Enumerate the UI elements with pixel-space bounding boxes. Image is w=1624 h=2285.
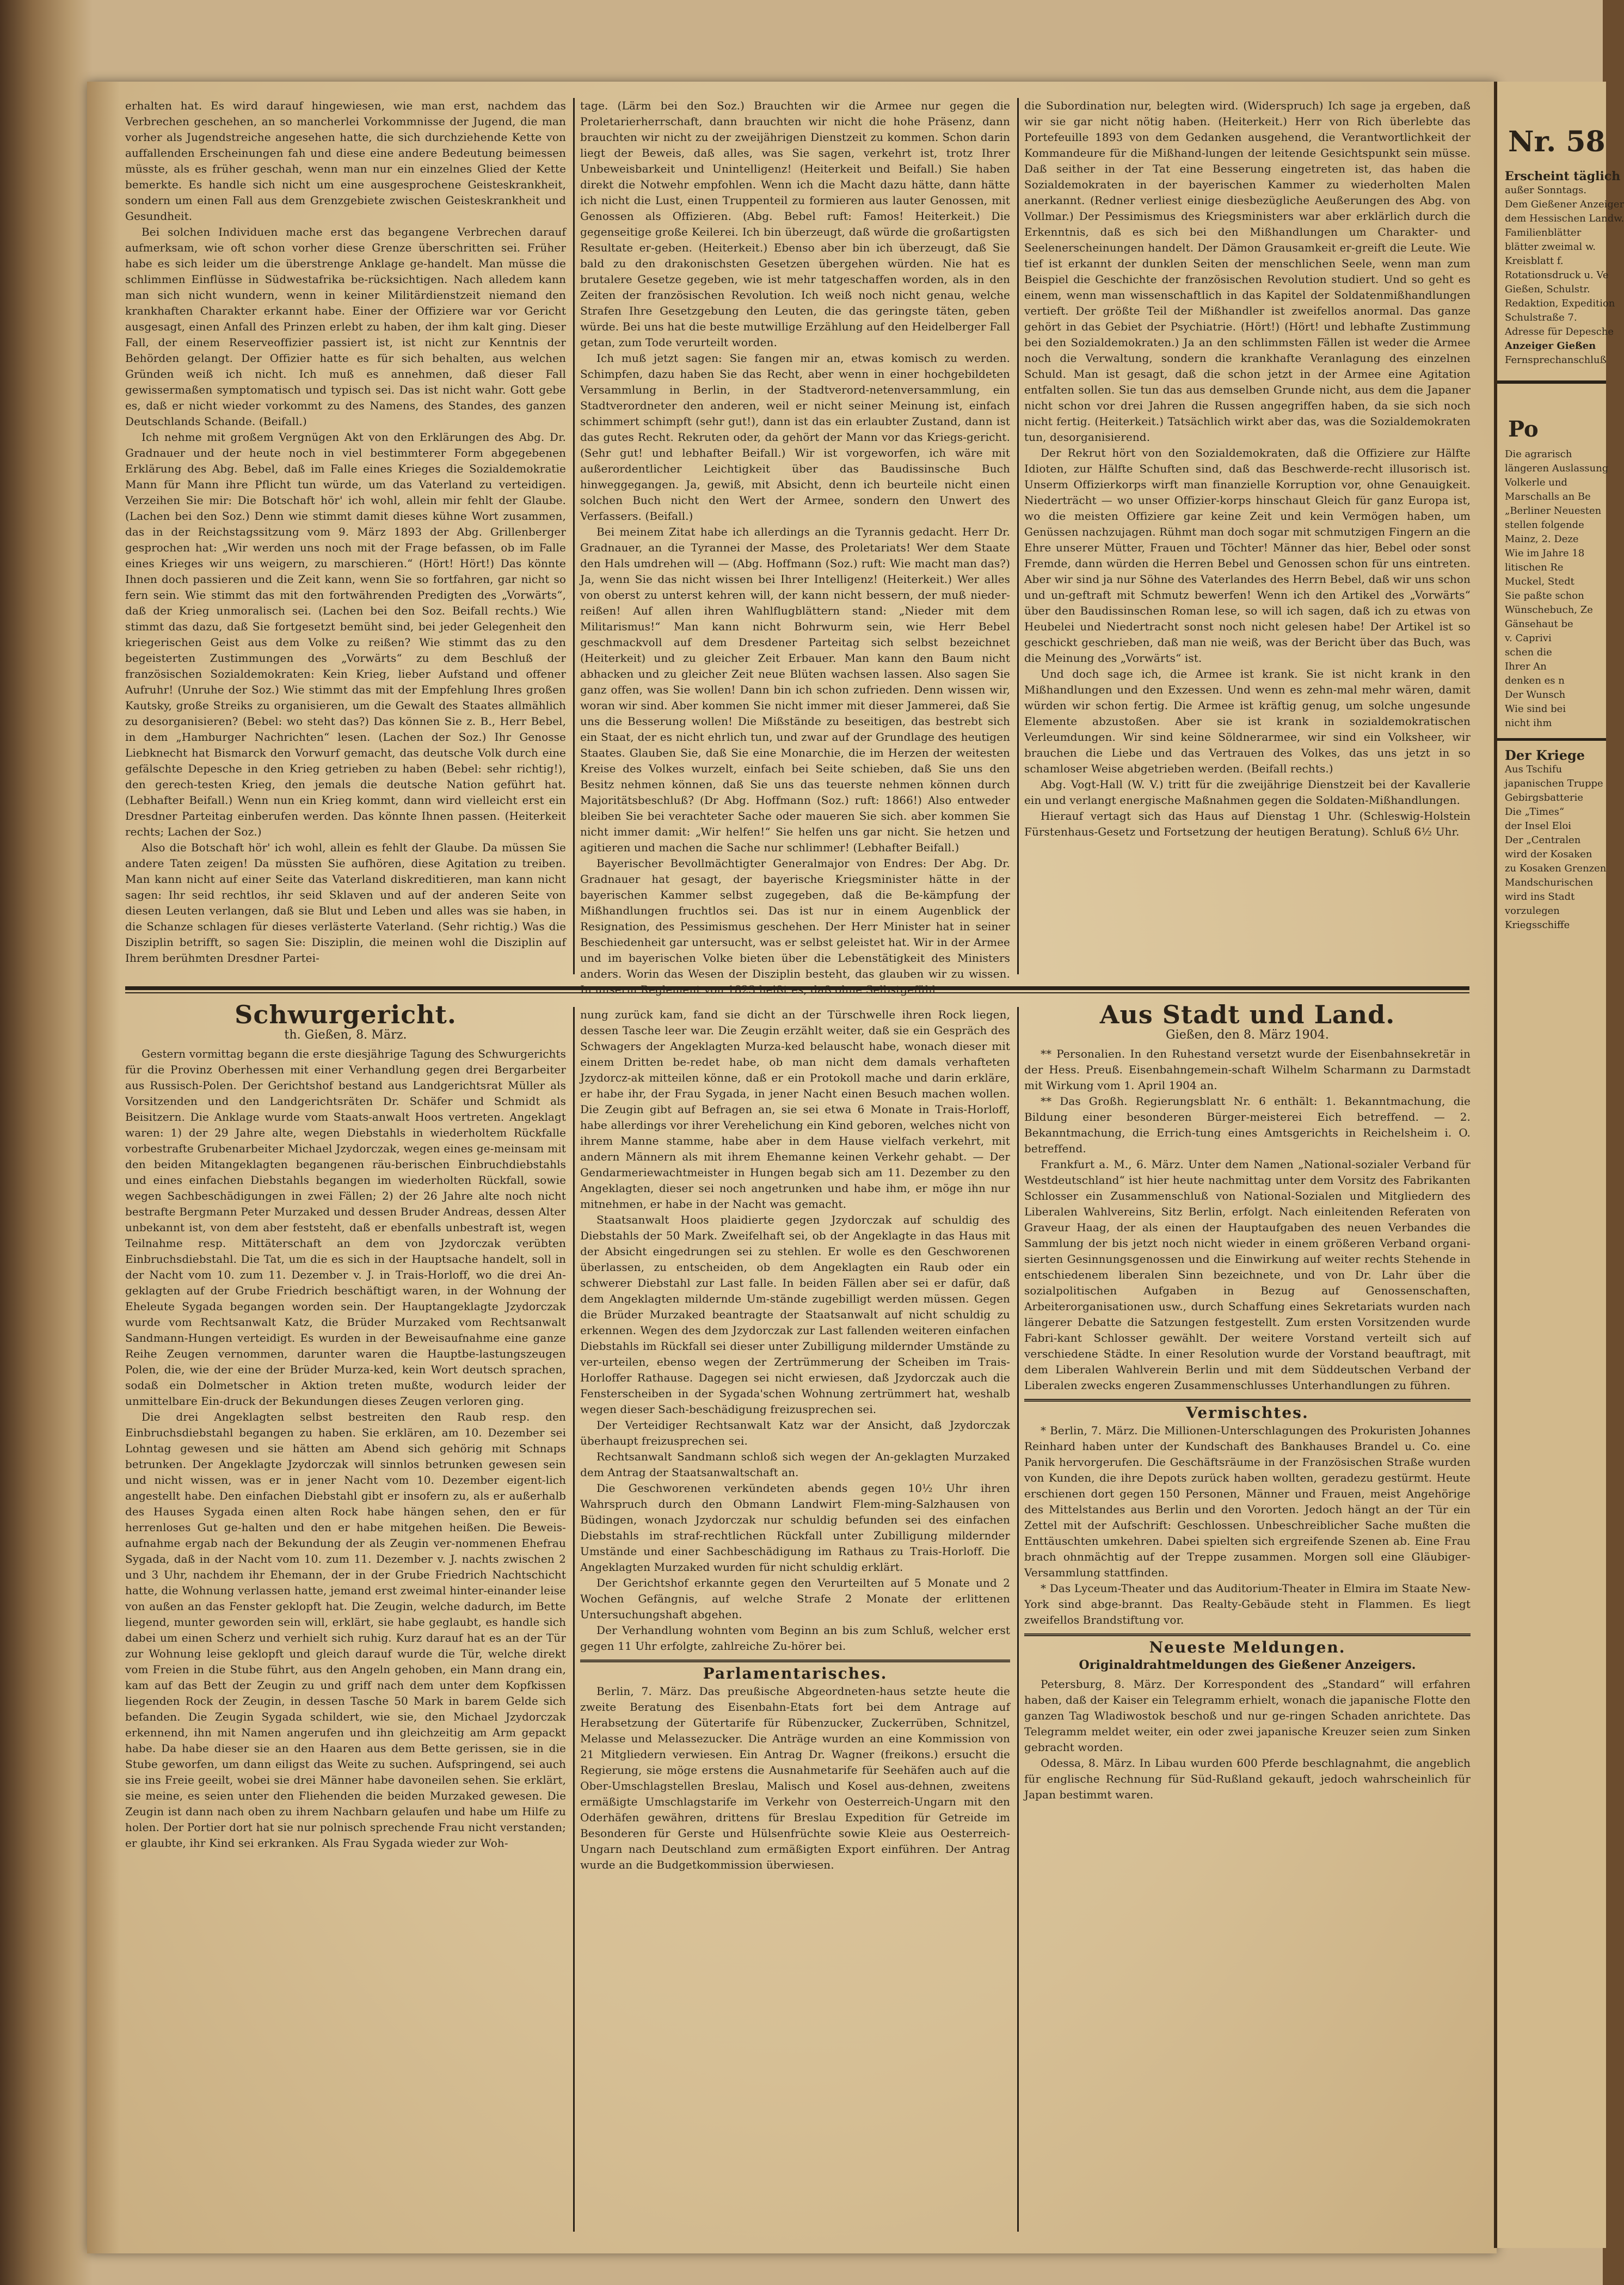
paragraph: die Subordination nur, belegten wird. (Widerspruch) Ich sage ja ergeben, daß wir sie gar nicht nötig haben. (Heiterkeit.) Herr von Rich überlebte das Portefeuille 1893 von dem Gedanken ausgehend, die Verantwortlichkeit der Kommandeure für die Mißhand-lungen der leitende Gesichtspunkt sein müsse. Daß seither in der Tat eine Besserung eingetreten ist, das haben die Sozialdemokraten in der bayerischen Kammer zu wiederholten Malen anerkannt. (Redner verliest einige diesbezügliche Aeußerungen des Abg. von Vollmar.) Der Pessimismus des Kriegsministers war aber erklärlich durch die Erkenntnis, daß es sich bei den Mißhandlungen um Charakter- und Seelenerscheinungen handelt. Der Dämon Grausamkeit er-greift die Leute. Wie tief ist erkannt der dunklen Seiten der menschlichen Seele, wenn man zum Beispiel die Geschichte der französischen Revolution studiert. Und so geht es einem, wenn man wissenschaftlich in das Kapitel der Soldatenmißhandlungen vertieft. Der größte Teil der Mißhandler ist zweifellos anormal. Das ganze gehört in das Gebiet der Psychiatrie. (Hört!) (Hört! und lebhafte Zustimmung bei den Sozialdemokraten.) Ja an den schlimmsten Fällen ist weder die Armee noch die Verwaltung, sondern die krankhafte Veranlagung des einzelnen Schuld. Man ist gesagt, daß die schon jetzt in der Armee eine Agitation entfalten sollen. Sie tun das aus demselben Grunde nicht, aus dem die Japaner nicht schon vor drei Jahren die Russen angegriffen haben, da sie sich noch nicht fertig. (Heiterkeit.) Tatsächlich wirkt aber das, was die Sozialdemokraten tun, desorganisierend.	[1024, 99, 1471, 444]
body-line: Volkerle und	[1505, 477, 1567, 488]
body-line: Sie paßte schon	[1505, 590, 1584, 601]
section-heading-aus-stadt-und-land: Aus Stadt und Land.	[1099, 1000, 1395, 1029]
body-line: wird der Kosaken	[1505, 849, 1592, 860]
paragraph: Also die Botschaft hör' ich wohl, allein es fehlt der Glaube. Da müssen Sie andere Taten zeigen! Da müssten Sie aufhören, diese Agitation zu treiben. Man kann nicht auf einer Seite das Vaterland diskreditieren, man kann nicht sagen: Ihr seid rechtlos, ihr seid Sklaven und auf der anderen Seite von diesen Leuten verlangen, daß sie Blut und Leben und alles was sie haben, in die Schanze schlagen für dieses verlästerte Vaterland. (Sehr richtig.) Was die Disziplin betrifft, so sagen Sie: Disziplin, die meinen wohl die Disziplin auf Ihrem berühmten Dresdner Partei-	[125, 841, 566, 965]
paragraph: erhalten hat. Es wird darauf hingewiesen, wie man erst, nachdem das Verbrechen geschehen, an so mancherlei Vorkommnisse der Jugend, die man vorher als Jugendstreiche angesehen hatte, die sich durchziehende Kette von auffallenden Erscheinungen fah und diese eine andere Bedeutung beimessen müsste, als es früher geschah, wenn man nur ein einzelnes Glied der Kette bemerkte. Es handle sich nicht um eine ausgesprochene Geisteskrankheit, sondern um einen Fall aus dem Grenzgebiete zwischen Geisteskrankheit und Gesundheit.	[125, 99, 566, 223]
paragraph: Die drei Angeklagten selbst bestreiten den Raub resp. den Einbruchsdiebstahl begangen zu haben. Sie erklären, am 10. Dezember sei Lohntag gewesen und sie hätten am Abend sich gehörig mit Schnaps betrunken. Der Angeklagte Jzydorczak will sinnlos betrunken gewesen sein und nicht wissen, was er in jener Nacht vom 10. Dezember eigent-lich angestellt habe. Den einfachen Diebstahl gibt er insofern zu, als er außerhalb des Hauses Sygada einen alten Rock habe hängen sehen, den er für herrenloses Gut ge-halten und den er habe mitgehen heißen. Die Beweis-aufnahme ergab nach der Bekundung der als Zeugin ver-nommenen Ehefrau Sygada, daß in der Nacht vom 10. zum 11. Dezember v. J. nachts zwischen 2 und 3 Uhr, nachdem ihr Ehemann, der in der Grube Friedrich Nachtschicht hatte, die Wohnung verlassen hatte, jemand erst zweimal hinter-einander leise von außen an das Fenster geklopft hat. Die Zeugin, welche dadurch, im Bette liegend, munter geworden sein will, erklärt, sie habe geglaubt, es handle sich dabei um einen Scherz und verhielt sich ruhig. Kurz darauf hat es an der Tür zur Wohnung leise geklopft und gleich darauf wurde die Tür, welche direkt vom Freien in die Stube führt, aus den Angeln gehoben, ein Mann drang ein, kam auf das Bett der Zeugin zu und griff nach dem unter dem Kopfkissen liegenden Rock der Zeugin, in dessen Tasche 50 Mark in barem Gelde sich befanden. Die Zeugin Sygada schildert, wie sie, den Michael Jzydorczak erkennend, ihn mit Namen angerufen und ihn gleichzeitig am Arm gepackt habe. Da habe dieser sie an den Haaren aus dem Bette gerissen, sie in die Stube geworfen, um dann eiligst das Weite zu suchen. Aufspringend, sei auch sie ins Freie geeilt, wobei sie drei Männer habe davoneilen sehen. Sie erklärt, sie meine, es seien unter den Fliehenden die beiden Murzaked gewesen. Die Zeugin ist dann nach oben zu ihrem Nachbarn gelaufen und habe um Hilfe zu holen. Der Portier dort hat sie nur polnisch sprechende Frau nicht verstanden; er glaubte, ihr Kind sei erkranken. Als Frau Sygada wieder zur Woh-	[125, 1410, 566, 1850]
masthead-rule	[1497, 380, 1606, 384]
body-line: v. Caprivi	[1505, 632, 1552, 644]
paragraph: Staatsanwalt Hoos plaidierte gegen Jzydorczak auf schuldig des Diebstahls der 50 Mark. Zweifelhaft sei, ob der Angeklagte in das Haus mit der Absicht eingedrungen sei zu stehlen. Er wolle es den Geschworenen überlassen, zu entscheiden, ob dem Angeklagten ein Raub oder ein schwerer Diebstahl zur Last falle. In beiden Fällen aber sei er dafür, daß dem Angeklagten mildernde Um-stände zugebilligt werden müssen. Gegen die Brüder Murzaked beantragte der Staatsanwalt auf nicht schuldig zu erkennen. Wegen des dem Jzydorczak zur Last fallenden weiteren einfachen Diebstahls im Rückfall sei dieser unter Zubilligung mildernder Umstände zu ver-urteilen, ebenso wegen der Zertrümmerung der Scheiben im Trais-Horloffer Rathause. Dagegen sei nicht erwiesen, daß Jzydorczak auch die Fensterscheiben in der Sygada'schen Wohnung zertrümmert hat, weshalb wegen dieser Sach-beschädigung freizusprechen sei.	[580, 1213, 1010, 1416]
paragraph: Petersburg, 8. März. Der Korrespondent des „Standard“ will erfahren haben, daß der Kaiser ein Telegramm erhielt, wonach die japanische Flotte den ganzen Tag Wladiwostok beschoß und nur ge-ringen Schaden anrichtete. Das Telegramm meldet weiter, ein oder zwei japanische Kreuzer seien zum Sinken gebracht worden.	[1024, 1678, 1471, 1754]
body-line: schen die	[1505, 647, 1552, 658]
column-divider	[1017, 1007, 1019, 2232]
section-divider-thin	[125, 992, 1469, 993]
section-heading-fragment: Po	[1508, 416, 1539, 442]
body-line: längeren Auslassung	[1505, 463, 1609, 474]
body-line: Die agrarisch	[1505, 449, 1572, 460]
paragraph: Der Gerichtshof erkannte gegen den Verurteilten auf 5 Monate und 2 Wochen Gefängnis, auf welche Strafe 2 Monate der erlittenen Untersuchungshaft abgehen.	[580, 1576, 1010, 1621]
upper-column-3	[1024, 98, 1471, 969]
masthead-line: Gießen, Schulstr.	[1505, 284, 1590, 295]
body-line: Aus Tschifu	[1505, 764, 1563, 775]
masthead-line: Schulstraße 7.	[1505, 312, 1577, 323]
section-divider	[125, 986, 1469, 990]
upper-column-2	[580, 98, 1010, 980]
paragraph: tage. (Lärm bei den Soz.) Brauchten wir die Armee nur gegen die Proletarierherrschaft, dann brauchten wir nicht die hohe Präsenz, dann brauchten wir nicht zu der zweijährigen Dienstzeit zu kommen. Schon darin liegt der Beweis, daß alles, was Sie sagen, verkehrt ist, trotz Ihrer Unbeweisbarkeit und Unintelligenz! (Heiterkeit und Beifall.) Sie haben direkt die Notwehr empfohlen. Wenn ich die Macht dazu hätte, dann hätte ich nicht die Lust, einen Truppenteil zu formieren aus lauter Genossen, mit Genossen als Offizieren. (Abg. Bebel ruft: Famos! Heiterkeit.) Die gegenseitige große Keilerei. Ich bin überzeugt, daß würde die großartigsten Resultate er-geben. (Heiterkeit.) Ebenso aber bin ich überzeugt, daß Sie bald zu den drakonischsten Gesetzen übergehen würden. Nie hat es brutalere Gesetze gegeben, wie ist mehr tatgeschaffen worden, als in den Zeiten der französischen Revolution. Ich weiß noch nicht genau, welche Strafen Ihre Gesetzgebung den Leuten, die das geringste täten, geben würde. Bei uns hat die beste mutwillige Erzählung auf den Heidelberger Fall getan, zum Tode verurteilt worden.	[580, 99, 1010, 349]
paragraph: Gestern vormittag begann die erste diesjährige Tagung des Schwurgerichts für die Provinz Oberhessen mit einer Verhandlung gegen drei Bergarbeiter aus Russisch-Polen. Der Gerichtshof bestand aus Landgerichtsrat Müller als Vorsitzenden und den Landgerichtsräten Dr. Schäfer und Schmidt als Beisitzern. Die Anklage wurde vom Staats-anwalt Hoos vertreten. Angeklagt waren: 1) der 29 Jahre alte, wegen Diebstahls in wiederholtem Rückfalle vorbestrafte Grubenarbeiter Michael Jzydorczak, wegen eines ge-meinsam mit den beiden Mitangeklagten begangenen räu-berischen Einbruchdiebstahls und eines einfachen Diebstahls begangen im wiederholten Rückfall, sowie wegen Sachbeschädigungen in zwei Fällen; 2) der 26 Jahre alte noch nicht bestrafte Bergmann Peter Murzaked und dessen Bruder Andreas, dessen Alter unbekannt ist, von dem aber feststeht, daß er ebenfalls unbestraft ist, wegen Teilnahme resp. Mittäterschaft an dem von Jzydorczak verübten Einbruchsdiebstahl. Die Tat, um die es sich in der Hauptsache handelt, soll in der Nacht vom 10. zum 11. Dezember v. J. in Trais-Horloff, wo die drei An-geklagten auf der Grube Friedrich beschäftigt waren, in der Wohnung der Eheleute Sygada begangen worden sein. Der Hauptangeklagte Jzydorczak wurde vom Rechtsanwalt Katz, die Brüder Murzaked vom Rechtsanwalt Sandmann-Hungen verteidigt. Es wurden in der Beweisaufnahme eine ganze Reihe Zeugen vernommen, darunter waren die Hauptbe-lastungszeugen Polen, die, wie der eine der Brüder Murza-ked, kein Wort deutsch sprachen, sodaß ein Dolmetscher in Aktion treten mußte, wodurch leider der unmittelbare Ein-druck der Bekundungen dieses Zeugen verloren ging.	[125, 1047, 566, 1408]
body-line: der Insel Eloi	[1505, 820, 1572, 832]
column-divider	[573, 1007, 575, 2232]
masthead-line: dem Hessischen Landw.	[1505, 213, 1624, 224]
lower-column-2	[580, 1007, 1010, 2237]
body-line: wird ins Stadt	[1505, 891, 1575, 902]
body-line: Wünschebuch, Ze	[1505, 604, 1593, 616]
body-line: vorzulegen	[1505, 905, 1560, 917]
body-line: stellen folgende	[1505, 519, 1584, 531]
body-line: Gebirgsbatterie	[1505, 792, 1584, 803]
paragraph: Berlin, 7. März. Das preußische Abgeordneten-haus setzte heute die zweite Beratung des Eisenbahn-Etats fort bei dem Antrage auf Herabsetzung der Gütertarife für Rübenzucker, Zuckerrüben, Schnitzel, Melasse und Melassezucker. Die Anträge wurden an eine Kommission von 21 Mitgliedern verwiesen. Ein Antrag Dr. Wagner (freikons.) ersucht die Regierung, sie möge erstens die Ausnahmetarife für Seehäfen auch auf die Ober-Umschlagstellen Breslau, Malisch und Kosel aus-dehnen, zweitens ermäßigte Umschlagstarife im Verkehr von Oesterreich-Ungarn mit den Oderhäfen gewähren, drittens für Breslau Expedition für Getreide im Besonderen für Gerste und Hülsenfrüchte sowie Kleie aus Oesterreich-Ungarn nach Deutschland zum ermäßigten Export einführen. Der Antrag wurde an die Budgetkommission überwiesen.	[580, 1685, 1010, 1871]
body-line: Der Kriege	[1505, 747, 1585, 763]
body-line: litischen Re	[1505, 562, 1564, 573]
body-line: Kriegsschiffe	[1505, 919, 1570, 931]
section-rule	[1497, 738, 1606, 741]
body-line: Die „Times“	[1505, 806, 1565, 818]
masthead-line: Rotationsdruck u. Ve	[1505, 269, 1609, 281]
paragraph: Bei meinem Zitat habe ich allerdings an die Tyrannis gedacht. Herr Dr. Gradnauer, an die Tyrannei der Masse, des Proletariats! Wer dem Staate den Hals umdrehen will — (Abg. Hoffmann (Soz.) ruft: Wie macht man das?) Ja, wenn Sie das nicht wissen bei Ihrer Intelligenz! (Heiterkeit.) Wer alles von oberst zu unterst kehren will, der kann nicht bessern, der muß nieder-reißen! Auf allen ihren Wahlflugblättern stand: „Nieder mit dem Militarismus!“ Man kann nicht Bohrwurm sein, wie Herr Bebel geschmackvoll auf dem Dresdener Parteitag sich selbst bezeichnet (Heiterkeit) und zu gleicher Zeit Erbauer. Man kann den Baum nicht abhacken und zu gleicher Zeit neue Blüten wachsen lassen. Also sagen Sie ganz offen, was Sie wollen! Dann bin ich schon zufrieden. Denn wissen wir, woran wir sind. Aber kommen Sie nicht immer mit dieser Jammerei, daß Sie uns die Besserung wollen! Die Mißstände zu beseitigen, das bestrebt sich ein Staat, der es nicht ehrlich tun, und zwar auf der Grundlage des heutigen Staates. Glauben Sie, daß Sie eine Monarchie, die im Herzen der weitesten Kreise des Volkes wurzelt, einfach bei Seite schieben, daß Sie uns den Besitz nehmen können, daß Sie uns das teuerste nehmen können durch Majoritätsbeschluß? (Dr Abg. Hoffmann (Soz.) ruft: 1866!) Also entweder bleiben Sie bei verachteter Sache oder maueren Sie sich. aber kommen Sie nicht immer damit: „Wir helfen!“ Sie helfen uns gar nicht. Sie hetzen und agitieren und machen die Sache nur schlimmer! (Lebhafter Beifall.)	[580, 525, 1010, 854]
paragraph: Frankfurt a. M., 6. März. Unter dem Namen „National-sozialer Verband für Westdeutschland“ ist hier heute nachmittag unter dem Vorsitz des Fabrikanten Schlosser ein Zusammenschluß von National-Sozialen und Mitgliedern des Liberalen Wahlvereins, Sitz Berlin, erfolgt. Nach einleitenden Referaten von Graveur Haag, der als einen der Hauptaufgaben des neuen Verbandes die Sammlung der bis jetzt noch nicht wieder in einem größeren Verband organi-sierten Gesinnungsgenossen und die Einwirkung auf weiter rechts Stehende in entschiedenem liberalen Sinn bezeichnete, und von Dr. Lahr über die sozialpolitischen Aufgaben in Bezug auf Genossenschaften, Arbeiterorganisationen usw., durch Schaffung eines Sekretariats wurden nach längerer Debatte die Satzungen festgestellt. Zum ersten Vorsitzenden wurde Fabri-kant Schlosser gewählt. Der weitere Vorstand verteilt sich auf verschiedene Städte. In einer Resolution wurde der Vorstand beauftragt, mit dem Liberalen Wahlverein Berlin und mit dem Süddeutschen Verband der Liberalen zwecks engeren Zusammenschlusses Unterhandlungen zu führen.	[1024, 1158, 1471, 1392]
body-line: Wie sind bei	[1505, 703, 1566, 715]
paragraph: Der Verhandlung wohnten vom Beginn an bis zum Schluß, welcher erst gegen 11 Uhr erfolgte, zahlreiche Zu-hörer bei.	[580, 1624, 1010, 1653]
upper-column-1	[125, 98, 566, 969]
paragraph: Der Verteidiger Rechtsanwalt Katz war der Ansicht, daß Jzydorczak überhaupt freizusprechen sei.	[580, 1418, 1010, 1447]
column-divider	[573, 98, 575, 974]
body-line: nicht ihm	[1505, 717, 1552, 729]
page-fold-shadow	[87, 82, 120, 2253]
adjacent-page-strip	[1494, 82, 1624, 2248]
masthead-line: Dem Gießener Anzeiger	[1505, 199, 1624, 210]
body-line: Marschalls an Be	[1505, 491, 1591, 502]
paragraph: Odessa, 8. März. In Libau wurden 600 Pferde beschlagnahmt, die angeblich für englische Rechnung für Süd-Rußland gekauft, jedoch wahrscheinlich für Japan bestimmt waren.	[1024, 1756, 1471, 1801]
body-line: Ihrer An	[1505, 661, 1547, 672]
masthead-line: Familienblätter	[1505, 227, 1582, 238]
section-heading-neueste-meldungen: Neueste Meldungen.	[1024, 1633, 1471, 1655]
masthead-line: Erscheint täglich	[1505, 169, 1621, 183]
paragraph: Die Geschworenen verkündeten abends gegen 10½ Uhr ihren Wahrspruch durch den Obmann Landwirt Flem-ming-Salzhausen von Büdingen, wonach Jzydorczak nur schuldig befunden sei des einfachen Diebstahls im straf-rechtlichen Rückfall unter Zubilligung mildernder Umstände und einer Sachbeschädigung im Rathaus zu Trais-Horloff. Die Angeklagten Murzaked wurden für nicht schuldig erklärt.	[580, 1482, 1010, 1574]
masthead-line: Redaktion, Expedition	[1505, 298, 1615, 309]
masthead-line: Fernsprechanschluß	[1505, 354, 1607, 366]
section-heading-parlamentarisches: Parlamentarisches.	[580, 1660, 1010, 1681]
lower-column-3	[1024, 1000, 1471, 2237]
paragraph: Bayerischer Bevollmächtigter Generalmajor von Endres: Der Abg. Dr. Gradnauer hat gesagt, der bayerische Kriegsminister hätte in der bayerischen Kammer selbst zugegeben, daß die Be-kämpfung der Mißhandlungen fruchtlos sei. Das ist nur in einem Augenblick der Resignation, des Pessimismus geschehen. Der Herr Minister hat in seiner Beschiedenheit gar untersucht, was er selbst geleistet hat. Wir in der Armee und im bayerischen Volke bieten über die Lebenstätigkeit des Ministers anders. Worin das Wesen der Disziplin besteht, das glauben wir zu wissen.	[580, 857, 1010, 980]
paragraph: Abg. Vogt-Hall (W. V.) tritt für die zweijährige Dienstzeit bei der Kavallerie ein und verlangt energische Maßnahmen gegen die Soldaten-Mißhandlungen.	[1024, 778, 1471, 807]
masthead-line: Anzeiger Gießen	[1505, 340, 1596, 352]
dateline: Gießen, den 8. März 1904.	[1166, 1028, 1329, 1042]
paragraph: * Berlin, 7. März. Die Millionen-Unterschlagungen des Prokuristen Johannes Reinhard haben unter der Kundschaft des Bankhauses Brandel u. Co. eine Panik hervorgerufen. Die Geschäftsräume in der Französischen Straße wurden von Kunden, die ihre Depots zurück haben wollten, geradezu gestürmt. Heute erschienen dort gegen 150 Personen, Männer und Frauen, meist Angehörige des Mittelstandes aus Berlin und den Vororten. Jedoch hängt an der Tür ein Zettel mit der Aufschrift: Geschlossen. Unbeschreiblicher Sache mußten die Enttäuschten umkehren. Dabei spielten sich ergreifende Szenen ab. Eine Frau brach ohnmächtig auf der Treppe zusammen. Morgen soll eine Gläubiger-Versammlung stattfinden.	[1024, 1424, 1471, 1579]
body-lines	[1497, 447, 1609, 932]
section-subheading: Originaldrahtmeldungen des Gießener Anzeigers.	[1079, 1658, 1416, 1672]
masthead-line: Kreisblatt f.	[1505, 255, 1564, 267]
body-line: Mandschurischen	[1505, 877, 1594, 888]
body-line: Gänsehaut be	[1505, 618, 1573, 630]
masthead-lines	[1497, 169, 1624, 367]
section-heading-schwurgericht: Schwurgericht.	[235, 1000, 457, 1029]
dateline: th. Gießen, 8. März.	[284, 1028, 407, 1042]
masthead-line: Adresse für Depesche	[1505, 326, 1614, 337]
body-line: japanischen Truppe	[1505, 778, 1603, 789]
body-line: Muckel, Stedt	[1505, 576, 1574, 587]
paragraph: nung zurück kam, fand sie dicht an der Türschwelle ihren Rock liegen, dessen Tasche leer war. Die Zeugin erzählt weiter, daß sie ein Gespräch des Schwagers der Angeklagten Murza-ked belauscht habe, wonach dieser mit einem Dritten be-redet habe, ob man nicht dem damals verhafteten Jzydorcz-ak mitteilen könne, daß er ein Protokoll mache und darin erkläre, er habe ihr, der Frau Sygada, in jener Nacht einen Besuch machen wollen. Die Zeugin gibt auf Befragen an, sie sei etwa 6 Monate in Trais-Horloff, habe allerdings vor ihrer Verehelichung ein Kind geboren, welches nicht von ihrem Manne stamme, habe aber in dem Hause vielfach verkehrt, mit andern Männern als mit ihrem Ehemanne keinen Verkehr gehabt. — Der Gendarmeriewachtmeister in Hungen begab sich am 11. Dezember zu den Angeklagten, dieser sei noch angetrunken und habe ihm, er möge ihn nur mitnehmen, er habe in der Nacht was gemacht.	[580, 1008, 1010, 1211]
paragraph: Ich nehme mit großem Vergnügen Akt von den Erklärungen des Abg. Dr. Gradnauer und der heute noch in viel bestimmterer Form abgegebenen Erklärung des Abg. Bebel, daß im Falle eines Krieges die Sozialdemokratie Mann für Mann ihre Pflicht tun würde, um das Vaterland zu verteidigen. Verzeihen Sie mir: Die Botschaft hör' ich wohl, allein mir fehlt der Glaube. (Lachen bei den Soz.) Denn wie stimmt damit dieses kühne Wort zusammen, das in der Reichstagssitzung vom 9. März 1893 der Abg. Grillenberger gesprochen hat: „Wir werden uns noch mit der Frage befassen, ob im Falle eines Krieges wir uns weigern, zu marschieren.“ (Hört! Hört!) Das könnte Ihnen doch passieren und die Zeit kann, wenn Sie so fortfahren, gar nicht so fern sein. Wie stimmt das mit den fortwährenden Predigten des „Vorwärts“, daß der Krieg unmoralisch sei. (Lachen bei den Soz. Beifall rechts.) Wie stimmt das dazu, daß Sie fortgesetzt bemüht sind, bei jeder Gelegenheit den kriegerischen Geist aus dem Volke zu reißen? Wie stimmt das zu den begeisterten Zustimmungen des „Vorwärts“ zu dem Beschluß der französischen Sozialdemokraten: Kein Krieg, lieber Aufstand und offener Aufruhr! (Unruhe der Soz.) Wie stimmt das mit der Empfehlung Ihres großen Kautsky, große Streiks zu organisieren, um die Gewalt des Staates allmählich zu desorganisieren? (Bebel: wo steht das?) Das können Sie z. B., Herr Bebel, in dem „Hamburger Nachrichten“ lesen. (Lachen der Soz.) Ihr Genosse Liebknecht hat Bismarck den Vorwurf gemacht, das deutsche Volk durch eine gefälschte Depesche in den Krieg getrieben zu haben (Bebel: sehr richtig!), den gerech-testen Krieg, den jemals die deutsche Nation geführt hat. (Lebhafter Beifall.) Wenn nun ein Krieg kommt, dann wird vielleicht erst ein Dresdner Parteitag einberufen werden. Das könnte Ihnen passen. (Heiterkeit rechts; Lachen der Soz.)	[125, 431, 566, 838]
lower-column-1	[125, 1000, 566, 2237]
paragraph: Hierauf vertagt sich das Haus auf Dienstag 1 Uhr. (Schleswig-Holstein Fürstenhaus-Gesetz und Fortsetzung der heutigen Beratung). Schluß 6½ Uhr.	[1024, 809, 1471, 838]
paragraph: ** Personalien. In den Ruhestand versetzt wurde der Eisenbahnsekretär in der Hess. Preuß. Eisenbahngemein-schaft Wilhelm Scharmann zu Darmstadt mit Wirkung vom 1. April 1904 an.	[1024, 1047, 1471, 1092]
paragraph: Rechtsanwalt Sandmann schloß sich wegen der An-geklagten Murzaked dem Antrag der Staatsanwaltschaft an.	[580, 1450, 1010, 1479]
body-line: Mainz, 2. Deze	[1505, 533, 1579, 545]
body-line: „Berliner Neuesten	[1505, 505, 1602, 517]
newspaper-page	[87, 82, 1497, 2253]
body-line: Der Wunsch	[1505, 689, 1566, 701]
paragraph: ** Das Großh. Regierungsblatt Nr. 6 enthält: 1. Bekanntmachung, die Bildung einer besonderen Bürger-meisterei Eich betreffend. — 2. Bekanntmachung, die Errich-tung eines Amtsgerichts in Reichelsheim i. O. betreffend.	[1024, 1095, 1471, 1155]
issue-number: Nr. 58	[1508, 125, 1605, 158]
masthead-line: blätter zweimal w.	[1505, 241, 1596, 253]
body-line: zu Kosaken Grenzen	[1505, 863, 1607, 874]
body-line: Der „Centralen	[1505, 834, 1581, 846]
section-heading-vermischtes: Vermischtes.	[1024, 1399, 1471, 1421]
column-divider	[1017, 98, 1019, 974]
paragraph: Ich muß jetzt sagen: Sie fangen mir an, etwas komisch zu werden. Schimpfen, dazu haben Sie das Recht, aber wenn in einer hochgebildeten Versammlung in Berlin, in der Stadtverord-netenversammlung, ein Stadtverordneter den anderen, weil er nicht seiner Meinung ist, einfach schimmert schimpft (sehr gut!), dann ist das ein erlaubter Zustand, dann ist das gutes Recht. Rekruten oder, da gehört der Mann vor das Kriegs-gericht. (Sehr gut! und lebhafter Beifall.) Wir ist vorgeworfen, ich wäre mit außerordentlicher Leichtigkeit über das Baudissinsche Buch hinweggegangen. Ja, gewiß, mit Absicht, denn ich beurteile nicht einen solchen Buch nicht den Wert der Armee, sondern den Unwert des Verfassers. (Beifall.)	[580, 352, 1010, 523]
masthead-line: außer Sonntags.	[1505, 185, 1587, 196]
paragraph: * Das Lyceum-Theater und das Auditorium-Theater in Elmira im Staate New-York sind abge-brannt. Das Realty-Gebäude steht in Flammen. Es liegt zweifellos Brandstiftung vor.	[1024, 1582, 1471, 1626]
body-line: denken es n	[1505, 675, 1565, 686]
paragraph: Und doch sage ich, die Armee ist krank. Sie ist nicht krank in den Mißhandlungen und den Exzessen. Und wenn es zehn-mal mehr wären, damit würden wir schon fertig. Die Armee ist kräftig genug, um solche ungesunde Elemente abzustoßen. Aber sie ist krank in sozialdemokratischen Verleumdungen. Wir sind keine Söldnerarmee, wir sind ein Volksheer, wir brauchen die Liebe und das Vertrauen des Volkes, das uns jetzt in so schamloser Weise abgetrieben werden. (Beifall rechts.)	[1024, 667, 1471, 775]
paragraph: Bei solchen Individuen mache erst das begangene Verbrechen darauf aufmerksam, wie oft schon vorher diese Grenze überschritten sei. Früher habe es sich leider um die überstrenge Anklage ge-handelt. Man müsse die schlimmen Einflüsse in Südwestafrika be-rücksichtigen. Nach alledem kann man sich nicht wundern, wenn in keiner Militärdienstzeit niemand den krankhaften Charakter erkannt habe. Einer der Offiziere war vor Gericht ausgesagt, einen Anfall des Prinzen erlebt zu haben, der ihm kalt ging. Dieser Fall, der einem Reserveoffizier passiert ist, ist nicht zur Kenntnis der Behörden gelangt. Der Offizier hatte es für sich behalten, aus welchen Gründen weiß ich nicht. Ich muß es annehmen, daß dieser Fall gewissermaßen symptomatisch und typisch sei. Das ist nicht wahr. Gott gebe es, daß er nicht wieder vorkommt zu des Namens, des Standes, des ganzen Deutschlands Schande. (Beifall.)	[125, 225, 566, 428]
body-line: Wie im Jahre 18	[1505, 548, 1585, 559]
paragraph: Der Rekrut hört von den Sozialdemokraten, daß die Offiziere zur Hälfte Idioten, zur Hälfte Schuften sind, daß das Beschwerde-recht illusorisch ist. Unserm Offizierkorps wirft man finanzielle Korruption vor, ohne Genauigkeit. Niederträcht — wo unser Offizier-korps hinschaut Gleich für ganz Europa ist, wo die meisten Offiziere gar keine Zeit und kein Vermögen haben, um Genüssen nachzujagen. Rühmt man doch sogar mit schmutzigen Fingern an die Ehre unserer Mütter, Frauen und Töchter! Männer das hier, Bebel oder sonst Fremde, dann würden die Herren Bebel und Genossen schon für uns eintreten. Aber wir sind ja nur Söhne des Vaterlandes des Herrn Bebel, daß wir uns schon und un-geftraft mit Schmutz bewerfen! Wenn ich den Artikel des „Vorwärts“ über den Baudissinschen Roman lese, so will ich sagen, daß ich zu etwas von Heubelei und Niedertracht sonst noch nicht gelesen habe! Der Artikel ist so geschickt geschrieben, daß man nie weiß, was der Bericht über das Buch, was die Meinung des „Vorwärts“ ist.	[1024, 446, 1471, 665]
